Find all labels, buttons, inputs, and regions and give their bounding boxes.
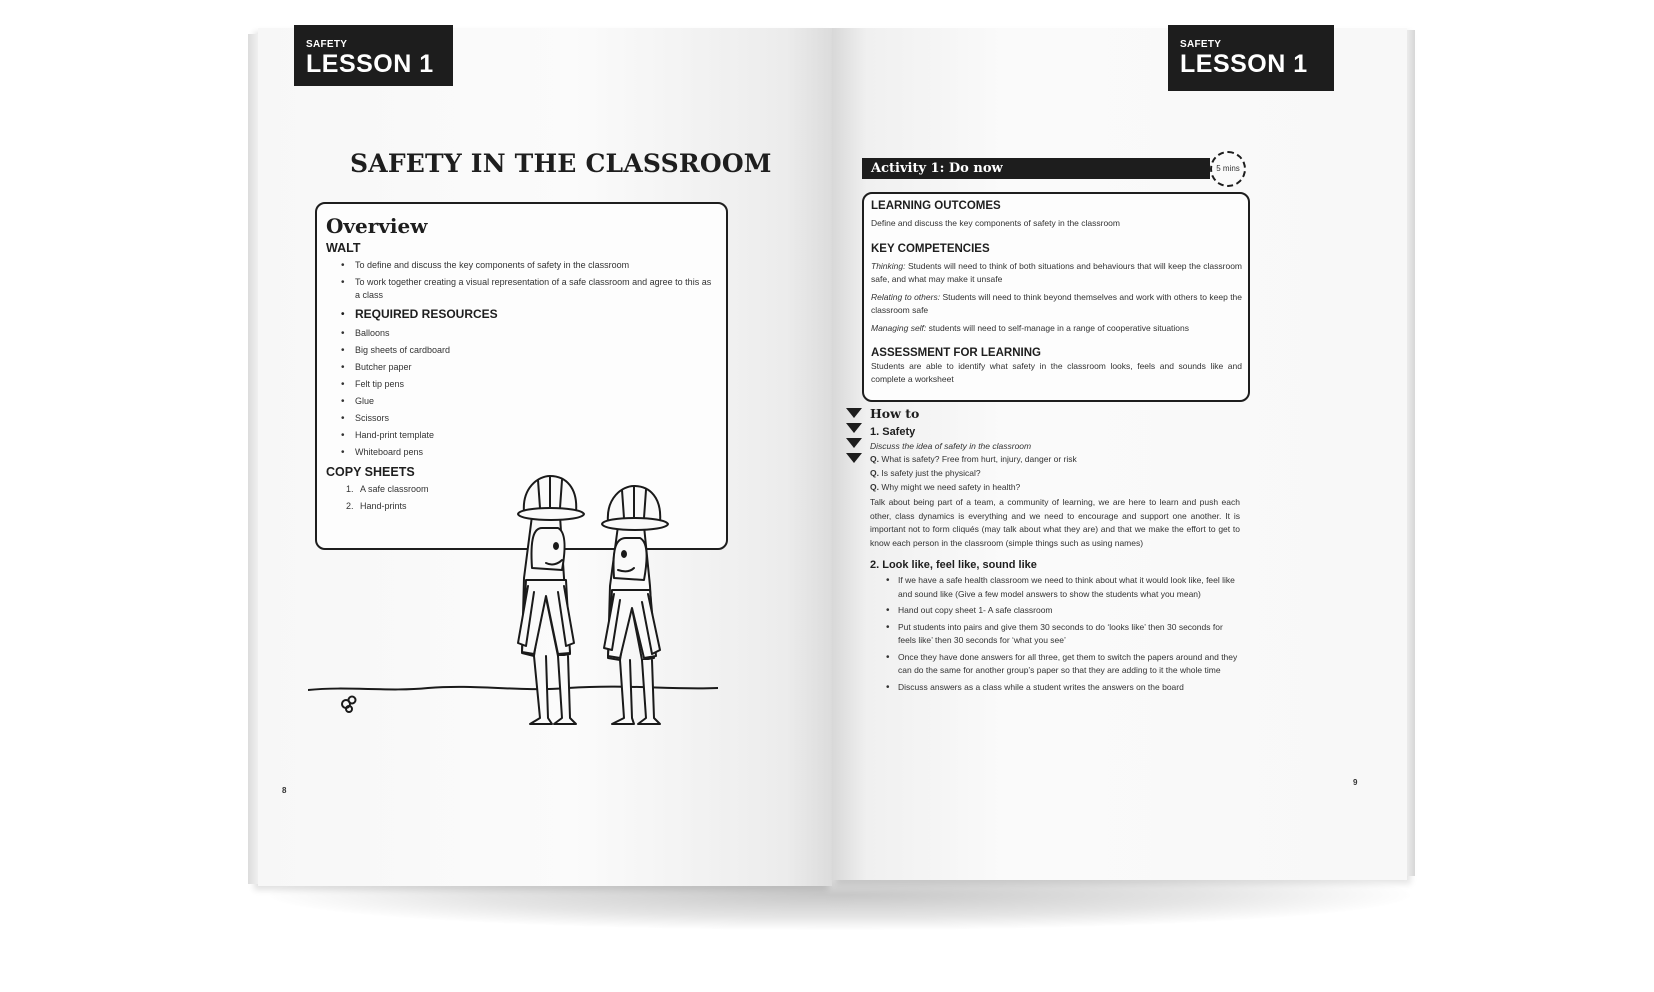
page-number: 9 <box>1353 778 1358 787</box>
list-item: • Hand-print template <box>344 429 718 442</box>
walt-heading: WALT <box>326 241 361 255</box>
list-item: • Whiteboard pens <box>344 446 718 459</box>
overview-heading: Overview <box>326 214 428 238</box>
competency-item: Thinking: Students will need to think of both situations and behaviours that will keep the classroom safe, and what may make it unsafe <box>871 261 1242 284</box>
safety-intro: Discuss the idea of safety in the classroom <box>870 441 1032 451</box>
list-item: • Put students into pairs and give them 30 seconds to do ‘looks like’ then 30 seconds for feels like’ then 30 seconds for ‘what you see’ <box>886 621 1240 648</box>
outcomes-box <box>862 192 1250 402</box>
list-item: • Hand out copy sheet 1- A safe classroom <box>886 604 1240 618</box>
list-item: • Glue <box>344 395 718 408</box>
look-like-heading: 2. Look like, feel like, sound like <box>870 559 1037 571</box>
tab-category: SAFETY <box>1180 39 1222 50</box>
learning-outcomes-heading: LEARNING OUTCOMES <box>871 200 1001 212</box>
tab-lesson: LESSON 1 <box>1180 50 1308 78</box>
safety-heading: 1. Safety <box>870 426 916 438</box>
resources-heading: • REQUIRED RESOURCES <box>344 308 718 321</box>
timer-badge: 5 mins <box>1210 151 1246 187</box>
copy-sheets-heading: COPY SHEETS <box>326 465 415 479</box>
list-item: • Once they have done answers for all three, get them to switch the papers around and they can do the same for another group’s paper so that they are adding to it the whole time <box>886 651 1240 678</box>
list-item: • Scissors <box>344 412 718 425</box>
competency-item: Managing self: students will need to self-manage in a range of cooperative situations <box>871 323 1190 333</box>
list-item: • If we have a safe health classroom we need to think about what it would look like, feel like and sound like (Give a few model answers to show the students what you mean) <box>886 574 1240 601</box>
lesson-tab-right <box>1168 25 1334 91</box>
list-item: 1. A safe classroom <box>346 484 429 494</box>
list-item: • Felt tip pens <box>344 378 718 391</box>
tab-lesson: LESSON 1 <box>306 50 434 78</box>
triangle-marker-icon <box>846 453 862 463</box>
page-number: 8 <box>282 786 287 795</box>
key-competencies-heading: KEY COMPETENCIES <box>871 243 990 255</box>
howto-heading: How to <box>870 406 920 421</box>
list-item: • Balloons <box>344 327 718 340</box>
left-page <box>258 28 832 886</box>
question-item: Q. Why might we need safety in health? <box>870 482 1021 492</box>
walt-list <box>326 259 718 459</box>
triangle-marker-icon <box>846 438 862 448</box>
activity-title: Activity 1: Do now <box>862 158 1210 179</box>
right-page <box>832 28 1407 880</box>
construction-workers-illustration <box>308 468 718 768</box>
list-item: • To define and discuss the key components of safety in the classroom <box>344 259 718 272</box>
assessment-text: Students are able to identify what safety in the classroom looks, feels and sounds like and complete a worksheet <box>871 361 1242 384</box>
page-title: SAFETY IN THE CLASSROOM <box>350 149 772 178</box>
question-item: Q. Is safety just the physical? <box>870 468 981 478</box>
assessment-heading: ASSESSMENT FOR LEARNING <box>871 347 1041 359</box>
learning-outcomes-text: Define and discuss the key components of safety in the classroom <box>871 218 1120 228</box>
competency-item: Relating to others: Students will need to think beyond themselves and work with others to keep the classroom safe <box>871 292 1243 315</box>
tab-category: SAFETY <box>306 39 348 50</box>
howto-body <box>870 406 1240 697</box>
question-item: Q. What is safety? Free from hurt, injury, danger or risk <box>870 454 1077 464</box>
list-item: • To work together creating a visual representation of a safe classroom and agree to this as a class <box>344 276 718 302</box>
discussion-paragraph: Talk about being part of a team, a community of learning, we are here to learn and push each other, class dynamics is everything and we need to encourage and support one another. It is important not to form cliqués (may talk about what they are) and that we make the effort to get to know each person in the classroom (simple things such as using names) <box>870 497 1240 548</box>
list-item: • Big sheets of cardboard <box>344 344 718 357</box>
triangle-marker-icon <box>846 423 862 433</box>
look-like-list <box>870 574 1240 694</box>
triangle-marker-icon <box>846 408 862 418</box>
list-item: • Discuss answers as a class while a student writes the answers on the board <box>886 681 1240 695</box>
list-item: • Butcher paper <box>344 361 718 374</box>
list-item: 2. Hand-prints <box>346 501 407 511</box>
lesson-tab-left <box>294 25 453 86</box>
